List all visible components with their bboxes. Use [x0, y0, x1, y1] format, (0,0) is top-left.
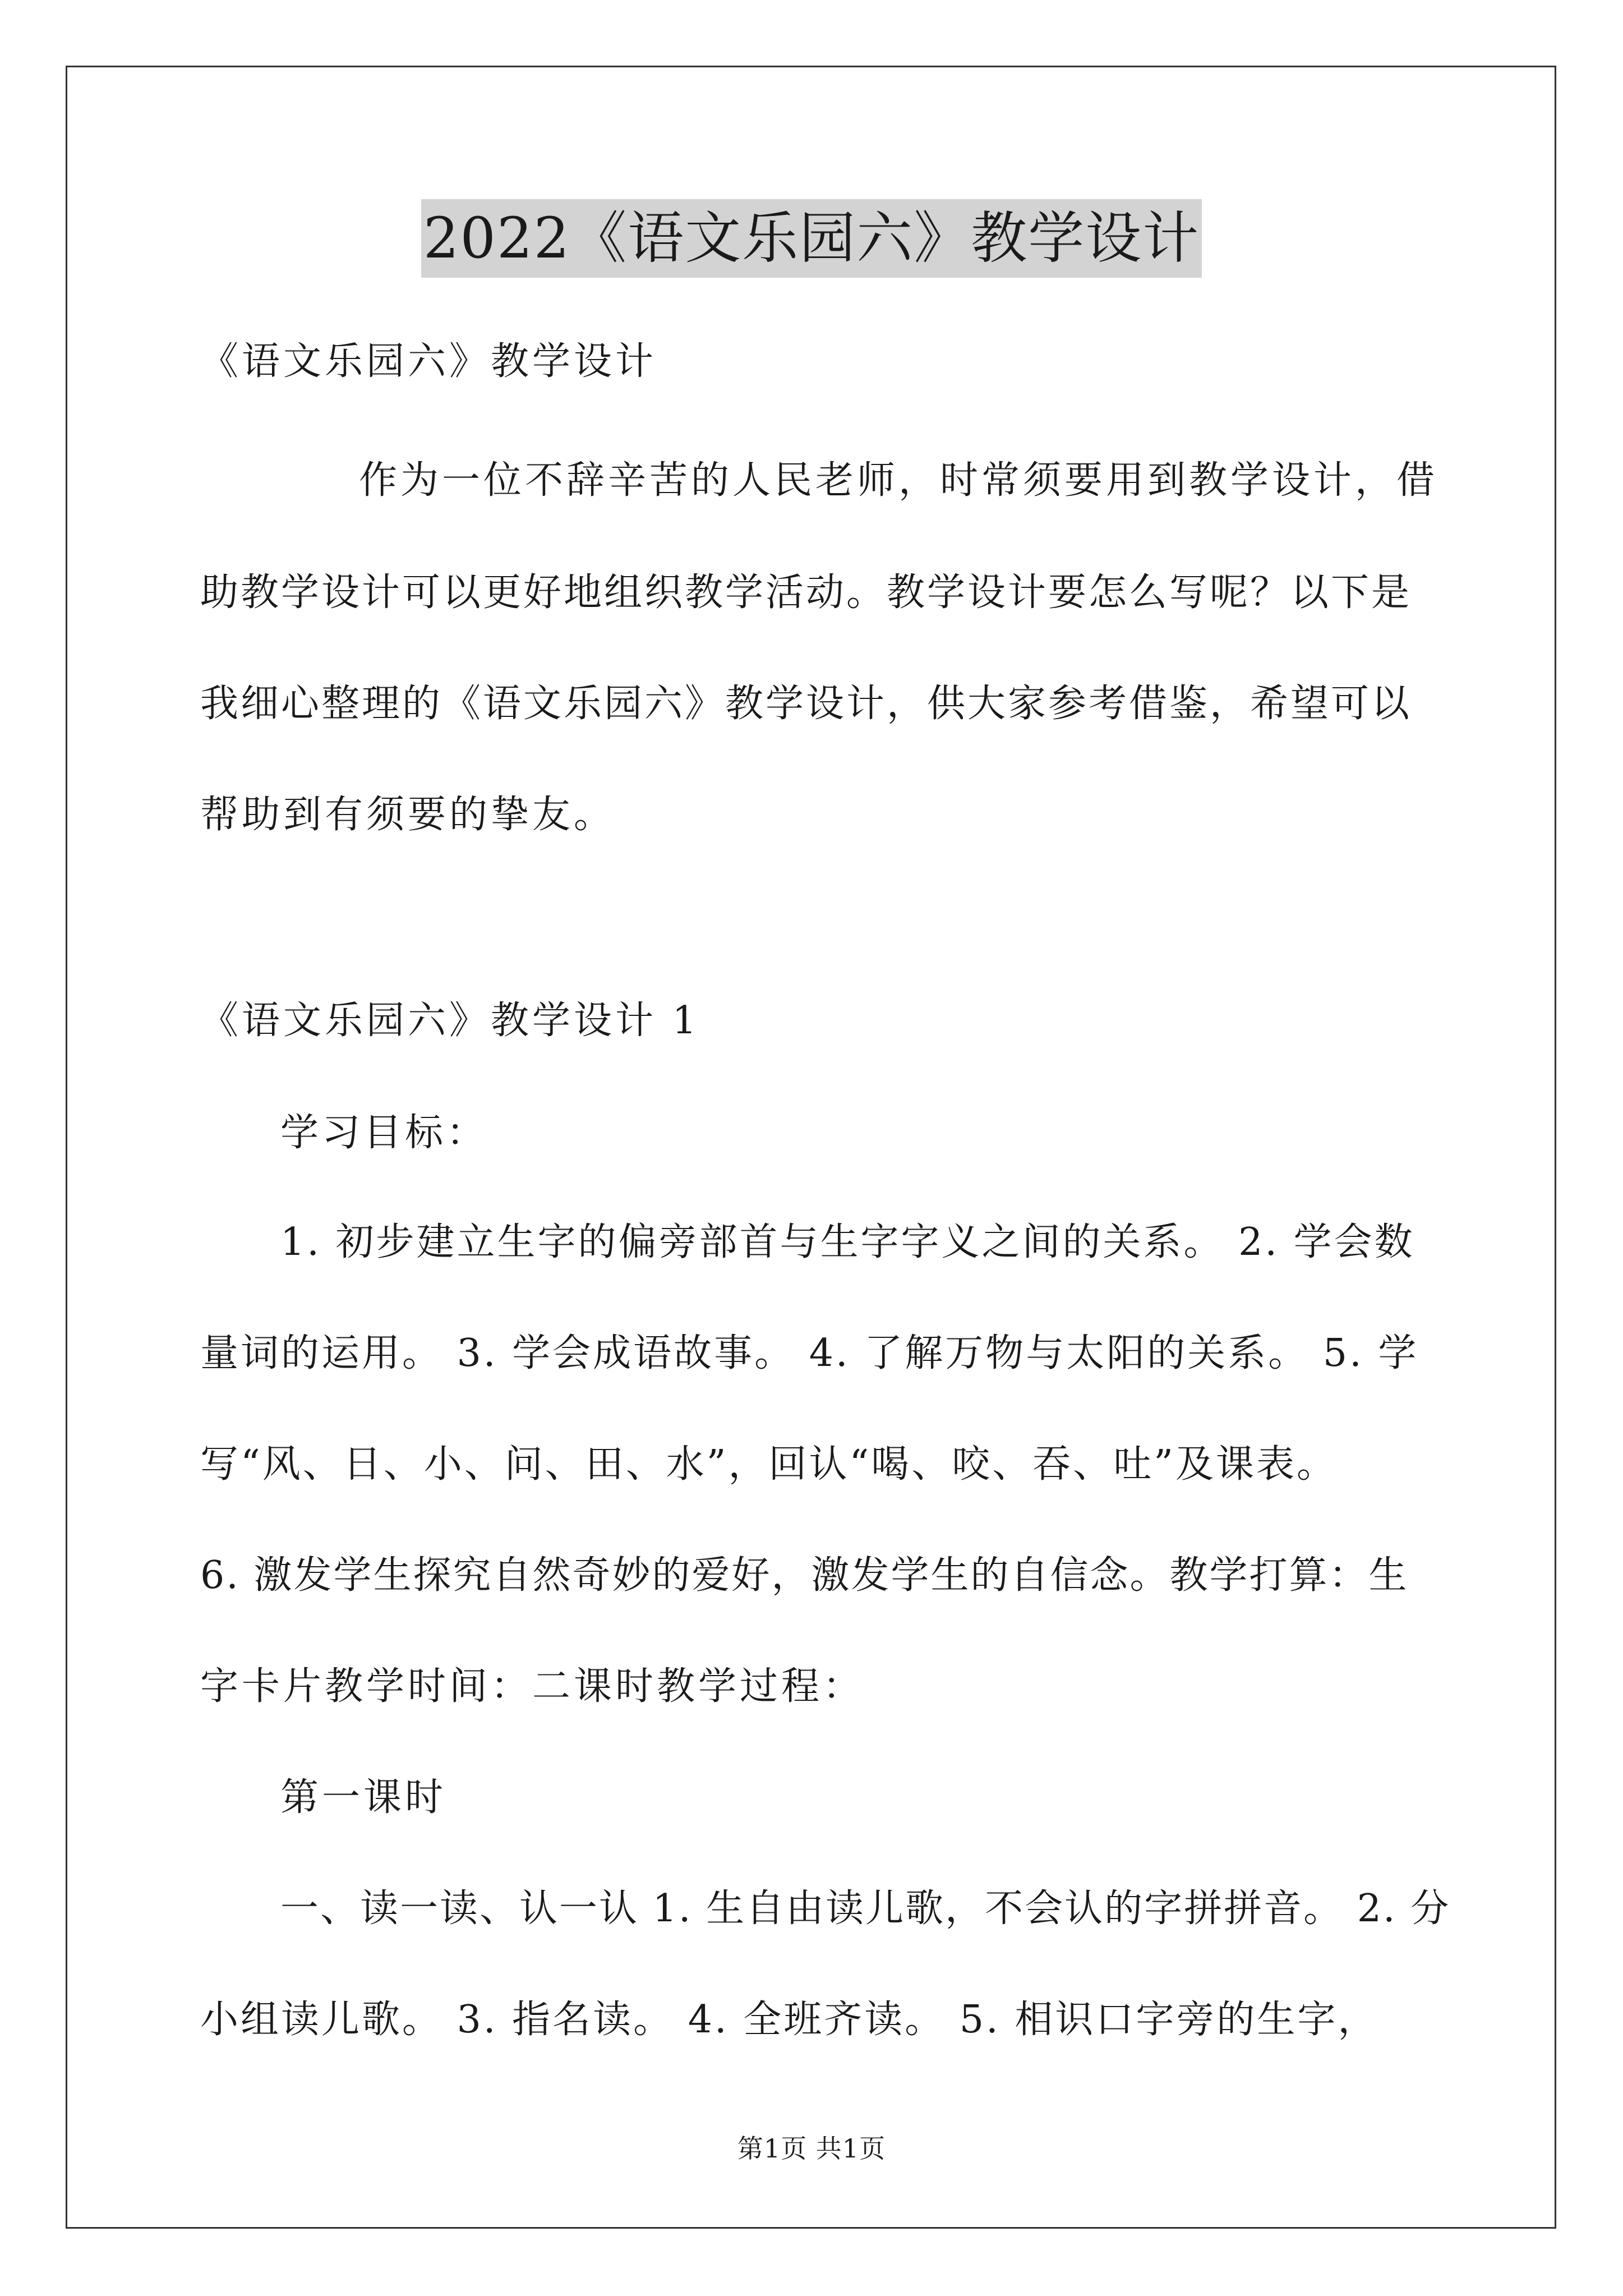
- document-title: 2022《语文乐园六》教学设计: [421, 199, 1202, 278]
- paragraph-line: 6. 激发学生探究自然奇妙的爱好，激发学生的自信念。教学打算：生: [200, 1553, 1409, 1598]
- paragraph-line: 我细心整理的《语文乐园六》教学设计，供大家参考借鉴，希望可以: [200, 682, 1412, 726]
- paragraph-line: 小组读儿歌。 3. 指名读。 4. 全班齐读。 5. 相识口字旁的生字，: [200, 1998, 1378, 2042]
- page-footer: 第1页 共1页: [737, 2133, 886, 2164]
- section-heading: 《语文乐园六》教学设计 1: [200, 999, 700, 1043]
- paragraph-line: 助教学设计可以更好地组织教学活动。教学设计要怎么写呢？以下是: [200, 570, 1412, 615]
- subtitle: 《语文乐园六》教学设计: [200, 339, 657, 384]
- paragraph-line: 1. 初步建立生字的偏旁部首与生字字义之间的关系。 2. 学会数: [280, 1220, 1415, 1264]
- paragraph-line: 量词的运用。 3. 学会成语故事。 4. 了解万物与太阳的关系。 5. 学: [200, 1331, 1419, 1375]
- paragraph-line: 字卡片教学时间：二课时教学过程：: [200, 1664, 865, 1709]
- paragraph-line: 写“风、日、小、问、田、水”，回认“喝、咬、吞、吐”及课表。: [200, 1442, 1338, 1487]
- paragraph-line: 第一课时: [280, 1775, 447, 1820]
- paragraph-line: 学习目标：: [280, 1111, 488, 1155]
- paragraph-line: 帮助到有须要的挚友。: [200, 793, 616, 837]
- paragraph-line: 一、读一读、认一认 1. 生自由读儿歌，不会认的字拼拼音。 2. 分: [280, 1887, 1451, 1931]
- paragraph-line: 作为一位不辞辛苦的人民老师，时常须要用到教学设计，借: [359, 458, 1438, 503]
- title-container: [0, 199, 1623, 278]
